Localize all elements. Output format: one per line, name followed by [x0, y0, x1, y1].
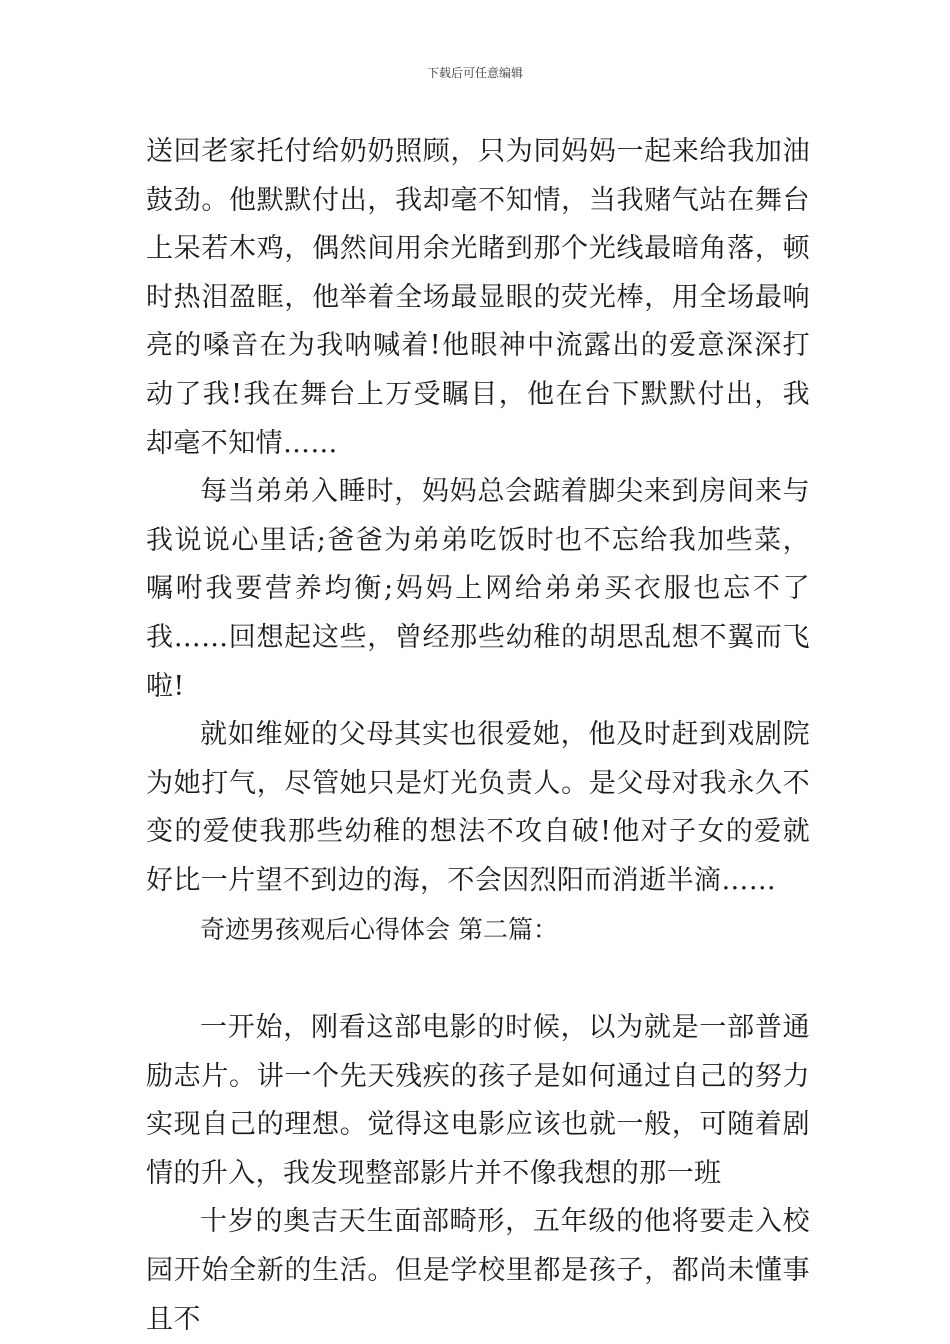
- paragraph-2: 每当弟弟入睡时，妈妈总会踮着脚尖来到房间来与我说说心里话;爸爸为弟弟吃饭时也不忘给我加些菜，嘱咐我要营养均衡;妈妈上网给弟弟买衣服也忘不了我……回想起这些，曾经那些幼稚的胡思乱想不翼而飞啦!: [146, 476, 810, 702]
- paragraph-3: 就如维娅的父母其实也很爱她，他及时赶到戏剧院为她打气，尽管她只是灯光负责人。是父母对我永久不变的爱使我那些幼稚的想法不攻自破!他对子女的爱就好比一片望不到边的海，不会因烈阳而消逝半滴……: [146, 719, 810, 896]
- document-body: [146, 128, 810, 1344]
- section-gap: [146, 954, 810, 1004]
- paragraph-4: 一开始，刚看这部电影的时候，以为就是一部普通励志片。讲一个先天残疾的孩子是如何通过自己的努力实现自己的理想。觉得这电影应该也就一般，可随着剧情的升入，我发现整部影片并不像我想的那一班: [146, 1012, 810, 1189]
- section-title: 奇迹男孩观后心得体会 第二篇：: [200, 914, 558, 944]
- paragraph-5: 十岁的奥吉天生面部畸形，五年级的他将要走入校园开始全新的生活。但是学校里都是孩子，都尚未懂事且不: [146, 1206, 810, 1335]
- page-header-note: 下载后可任意编辑: [426, 66, 523, 80]
- paragraph-1: 送回老家托付给奶奶照顾，只为同妈妈一起来给我加油鼓劲。他默默付出，我却毫不知情，当我赌气站在舞台上呆若木鸡，偶然间用余光睹到那个光线最暗角落，顿时热泪盈眶，他举着全场最显眼的荧光棒，用全场最响亮的嗓音在为我呐喊着!他眼神中流露出的爱意深深打动了我!我在舞台上万受瞩目，他在台下默默付出，我却毫不知情……: [146, 136, 810, 459]
